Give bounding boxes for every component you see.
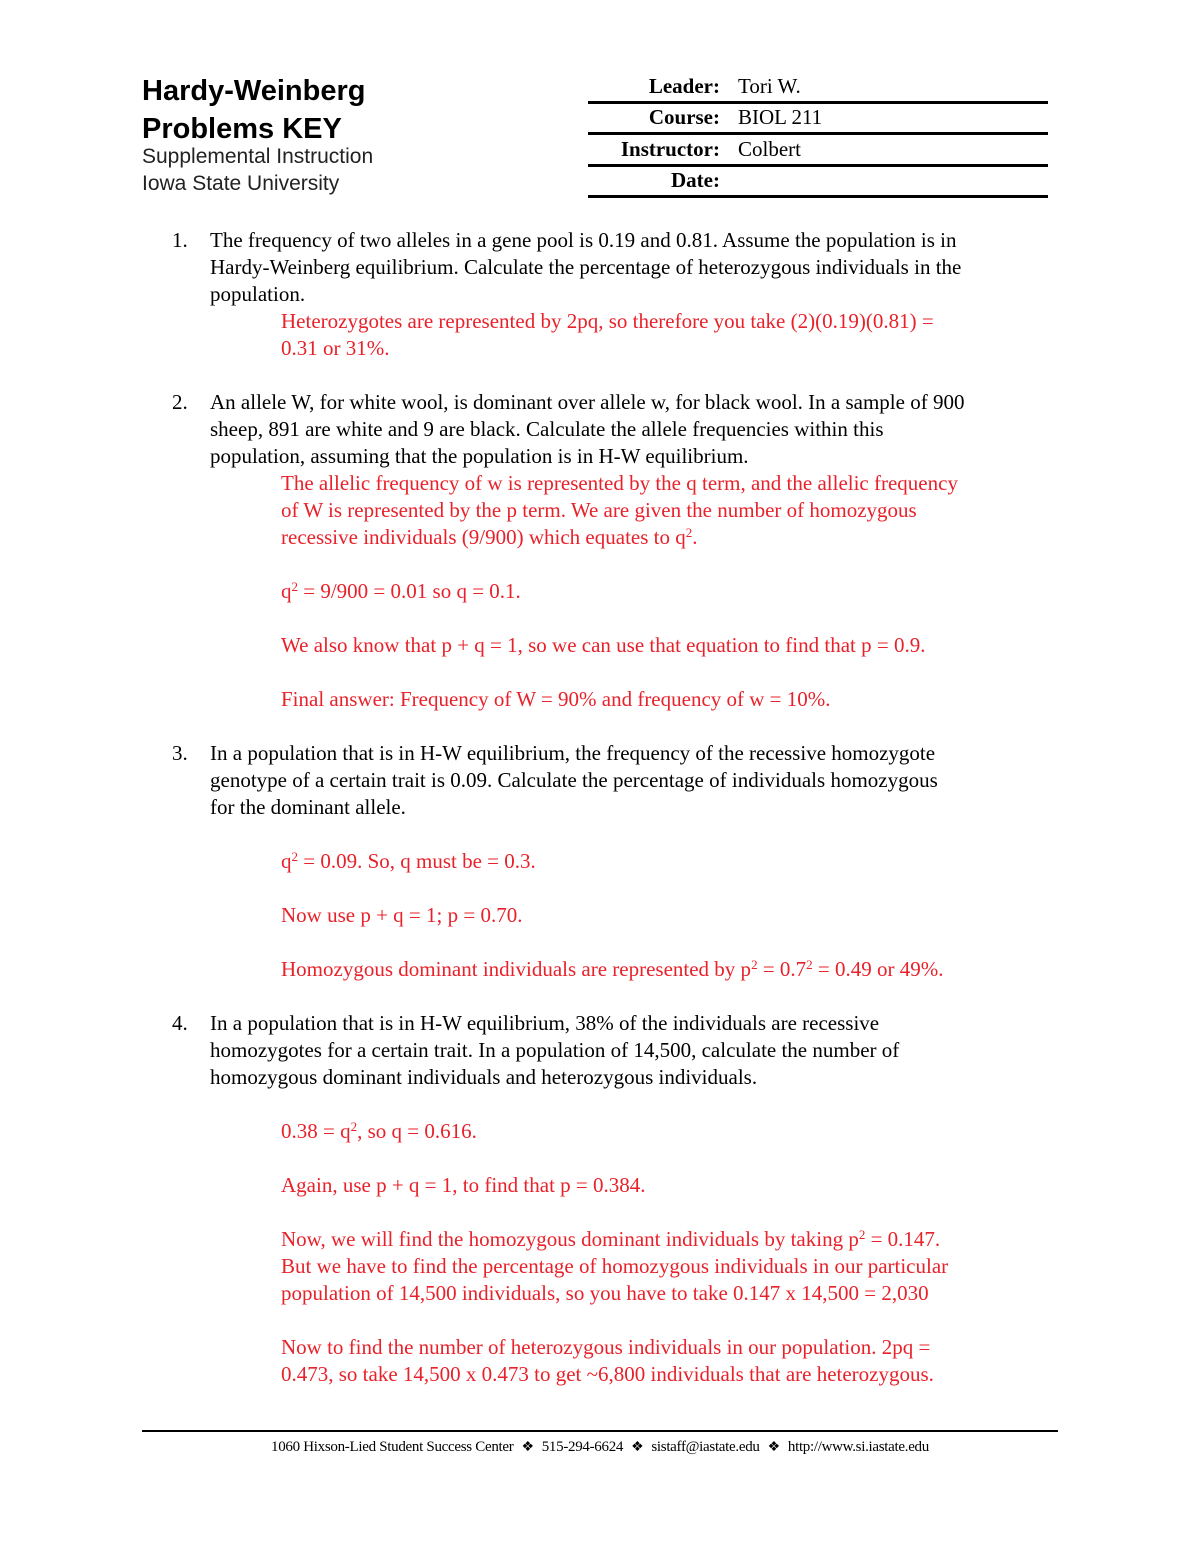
- subtitle-line-1: Supplemental Instruction: [142, 145, 374, 168]
- footer-divider: [142, 1430, 1058, 1432]
- problem-number: 4.: [172, 1011, 188, 1035]
- problem-list: [172, 227, 1072, 1388]
- answer-line: Now to find the number of heterozygous individuals in our population. 2pq =: [281, 1335, 931, 1359]
- meta-value: Tori W.: [720, 73, 1048, 104]
- question-line: In a population that is in H-W equilibrium, 38% of the individuals are recessive: [210, 1011, 880, 1035]
- question-line: An allele W, for white wool, is dominant over allele w, for black wool. In a sample of 900: [210, 390, 965, 414]
- meta-label: Course:: [588, 104, 720, 135]
- question-line: The frequency of two alleles in a gene pool is 0.19 and 0.81. Assume the population is in: [210, 228, 957, 252]
- diamond-icon: ❖: [767, 1440, 780, 1455]
- question-line: population.: [210, 282, 306, 306]
- answer-line: Now, we will find the homozygous dominant individuals by taking $p^2 = 0.147$.: [281, 1227, 941, 1251]
- document-subtitle: [142, 143, 373, 197]
- question-line: for the dominant allele.: [210, 795, 406, 819]
- answer-line: 0.31 or 31%.: [281, 336, 390, 360]
- answer-line: The allelic frequency of w is represented by the q term, and the allelic frequency: [281, 471, 958, 495]
- problem-2: [172, 389, 1072, 713]
- answer-line: Final answer: Frequency of W = 90% and frequency of w = 10%.: [281, 687, 831, 711]
- answer-line: Again, use p + q = 1, to find that p = 0.384.: [281, 1173, 646, 1197]
- question-line: population, assuming that the population is in H-W equilibrium.: [210, 444, 749, 468]
- meta-value: [720, 167, 1048, 198]
- footer: [142, 1437, 1058, 1458]
- question-line: genotype of a certain trait is 0.09. Calculate the percentage of individuals homozygous: [210, 768, 938, 792]
- meta-row-date: [588, 167, 1048, 199]
- meta-table: [588, 72, 1048, 198]
- answer-line: Homozygous dominant individuals are represented by $p^2 = 0.7^2 = 0.49$ or 49%.: [281, 957, 944, 981]
- answer-line: But we have to find the percentage of homozygous individuals in our particular: [281, 1254, 949, 1278]
- problem-number: 1.: [172, 228, 188, 252]
- answer-line: We also know that p + q = 1, so we can use that equation to find that p = 0.9.: [281, 633, 926, 657]
- subtitle-line-2: Iowa State University: [142, 172, 340, 195]
- problem-4: [172, 1010, 1072, 1388]
- title-line-1: Hardy-Weinberg: [142, 75, 366, 107]
- answer-line: of W is represented by the p term. We are given the number of homozygous: [281, 498, 917, 522]
- meta-label: Date:: [588, 167, 720, 198]
- answer-line: 0.473, so take 14,500 x 0.473 to get ~6,800 individuals that are heterozygous.: [281, 1362, 934, 1386]
- answer-line: $q^2 = 9/900 = 0.01$ so q = 0.1.: [281, 579, 521, 603]
- footer-email[interactable]: sistaff@iastate.edu: [651, 1439, 760, 1455]
- diamond-icon: ❖: [631, 1440, 644, 1455]
- question-line: homozygotes for a certain trait. In a population of 14,500, calculate the number of: [210, 1038, 900, 1062]
- footer-url[interactable]: http://www.si.iastate.edu: [787, 1439, 929, 1455]
- answer-line: Now use p + q = 1; p = 0.70.: [281, 903, 523, 927]
- meta-row-course: [588, 104, 1048, 136]
- answer-line: Heterozygotes are represented by 2pq, so therefore you take (2)(0.19)(0.81) =: [281, 309, 934, 333]
- diamond-icon: ❖: [521, 1440, 534, 1455]
- answer-line: population of 14,500 individuals, so you have to take 0.147 x 14,500 = 2,030: [281, 1281, 929, 1305]
- problem-number: 3.: [172, 741, 188, 765]
- meta-value: Colbert: [720, 136, 1048, 167]
- answer-line: $q^2 = 0.09$. So, q must be = 0.3.: [281, 849, 536, 873]
- footer-phone: 515-294-6624: [541, 1439, 624, 1455]
- problem-number: 2.: [172, 390, 188, 414]
- meta-label: Leader:: [588, 73, 720, 104]
- meta-label: Instructor:: [588, 136, 720, 167]
- question-line: sheep, 891 are white and 9 are black. Calculate the allele frequencies within this: [210, 417, 884, 441]
- question-line: homozygous dominant individuals and heterozygous individuals.: [210, 1065, 758, 1089]
- footer-address: 1060 Hixson-Lied Student Success Center: [271, 1439, 514, 1455]
- document-title: [142, 72, 365, 148]
- meta-row-instructor: [588, 135, 1048, 167]
- meta-value: BIOL 211: [720, 104, 1048, 135]
- title-line-2: Problems KEY: [142, 113, 342, 145]
- meta-row-leader: [588, 72, 1048, 104]
- answer-line: $0.38 = q^2$, so q = 0.616.: [281, 1119, 477, 1143]
- problem-3: [172, 740, 1072, 983]
- answer-line: recessive individuals (9/900) which equates to $q^2$.: [281, 525, 698, 549]
- question-line: Hardy-Weinberg equilibrium. Calculate the percentage of heterozygous individuals in the: [210, 255, 962, 279]
- problem-1: [172, 227, 1072, 362]
- question-line: In a population that is in H-W equilibrium, the frequency of the recessive homozygote: [210, 741, 936, 765]
